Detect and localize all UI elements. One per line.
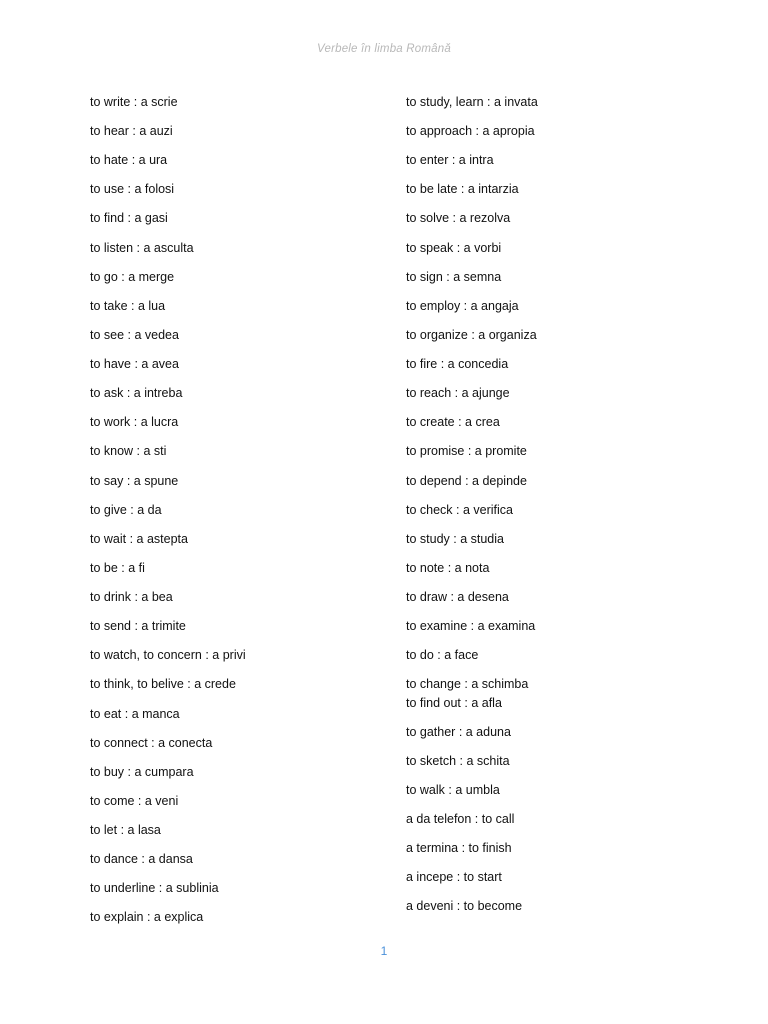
vocabulary-entry: to write : a scrie xyxy=(90,95,178,109)
vocabulary-entry: a termina : to finish xyxy=(406,841,512,855)
vocabulary-entry: to organize : a organiza xyxy=(406,328,537,342)
vocabulary-entry: to connect : a conecta xyxy=(90,736,213,750)
vocabulary-entry: to study : a studia xyxy=(406,532,504,546)
vocabulary-entry: to employ : a angaja xyxy=(406,299,519,313)
vocabulary-entry: to depend : a depinde xyxy=(406,474,527,488)
page-header: Verbele în limba Română xyxy=(317,43,451,55)
vocabulary-entry: to draw : a desena xyxy=(406,590,509,604)
vocabulary-entry: to give : a da xyxy=(90,503,162,517)
vocabulary-entry: a da telefon : to call xyxy=(406,812,515,826)
vocabulary-entry: to do : a face xyxy=(406,648,479,662)
vocabulary-entry: to listen : a asculta xyxy=(90,241,194,255)
vocabulary-entry: to approach : a apropia xyxy=(406,124,535,138)
vocabulary-entry: to come : a veni xyxy=(90,794,179,808)
vocabulary-entry: to go : a merge xyxy=(90,270,175,284)
vocabulary-entry: to hear : a auzi xyxy=(90,124,173,138)
vocabulary-entry: to let : a lasa xyxy=(90,823,161,837)
vocabulary-entry: to promise : a promite xyxy=(406,444,527,458)
vocabulary-entry: to fire : a concedia xyxy=(406,357,509,371)
vocabulary-entry: to hate : a ura xyxy=(90,153,168,167)
vocabulary-entry: to sign : a semna xyxy=(406,270,502,284)
vocabulary-entry: a deveni : to become xyxy=(406,899,523,913)
vocabulary-entry: to be : a fi xyxy=(90,561,145,575)
vocabulary-entry: to send : a trimite xyxy=(90,619,186,633)
vocabulary-entry: to underline : a sublinia xyxy=(90,881,219,895)
vocabulary-entry: to ask : a intreba xyxy=(90,386,183,400)
vocabulary-entry: to know : a sti xyxy=(90,444,167,458)
vocabulary-entry: to examine : a examina xyxy=(406,619,536,633)
vocabulary-entry: to buy : a cumpara xyxy=(90,765,194,779)
vocabulary-entry: to speak : a vorbi xyxy=(406,241,502,255)
vocabulary-entry: to reach : a ajunge xyxy=(406,386,510,400)
vocabulary-entry: to have : a avea xyxy=(90,357,179,371)
vocabulary-entry: to study, learn : a invata xyxy=(406,95,538,109)
vocabulary-entry: to find out : a afla xyxy=(406,696,502,710)
vocabulary-entry: to sketch : a schita xyxy=(406,754,510,768)
vocabulary-entry: to check : a verifica xyxy=(406,503,513,517)
vocabulary-entry: to drink : a bea xyxy=(90,590,173,604)
vocabulary-entry: to wait : a astepta xyxy=(90,532,188,546)
vocabulary-entry: to explain : a explica xyxy=(90,910,204,924)
vocabulary-entry: to see : a vedea xyxy=(90,328,179,342)
vocabulary-entry: to watch, to concern : a privi xyxy=(90,648,246,662)
vocabulary-entry: to note : a nota xyxy=(406,561,490,575)
vocabulary-entry: to use : a folosi xyxy=(90,182,175,196)
vocabulary-entry: to be late : a intarzia xyxy=(406,182,519,196)
vocabulary-entry: to change : a schimba xyxy=(406,677,529,691)
vocabulary-entry: to take : a lua xyxy=(90,299,166,313)
vocabulary-entry: to think, to belive : a crede xyxy=(90,677,236,691)
vocabulary-entry: to enter : a intra xyxy=(406,153,494,167)
vocabulary-entry: to dance : a dansa xyxy=(90,852,193,866)
vocabulary-entry: a incepe : to start xyxy=(406,870,502,884)
vocabulary-entry: to gather : a aduna xyxy=(406,725,511,739)
vocabulary-entry: to eat : a manca xyxy=(90,707,180,721)
vocabulary-entry: to work : a lucra xyxy=(90,415,179,429)
vocabulary-entry: to say : a spune xyxy=(90,474,179,488)
vocabulary-entry: to find : a gasi xyxy=(90,211,168,225)
vocabulary-entry: to create : a crea xyxy=(406,415,500,429)
vocabulary-entry: to solve : a rezolva xyxy=(406,211,511,225)
page-number: 1 xyxy=(380,944,388,958)
vocabulary-entry: to walk : a umbla xyxy=(406,783,500,797)
